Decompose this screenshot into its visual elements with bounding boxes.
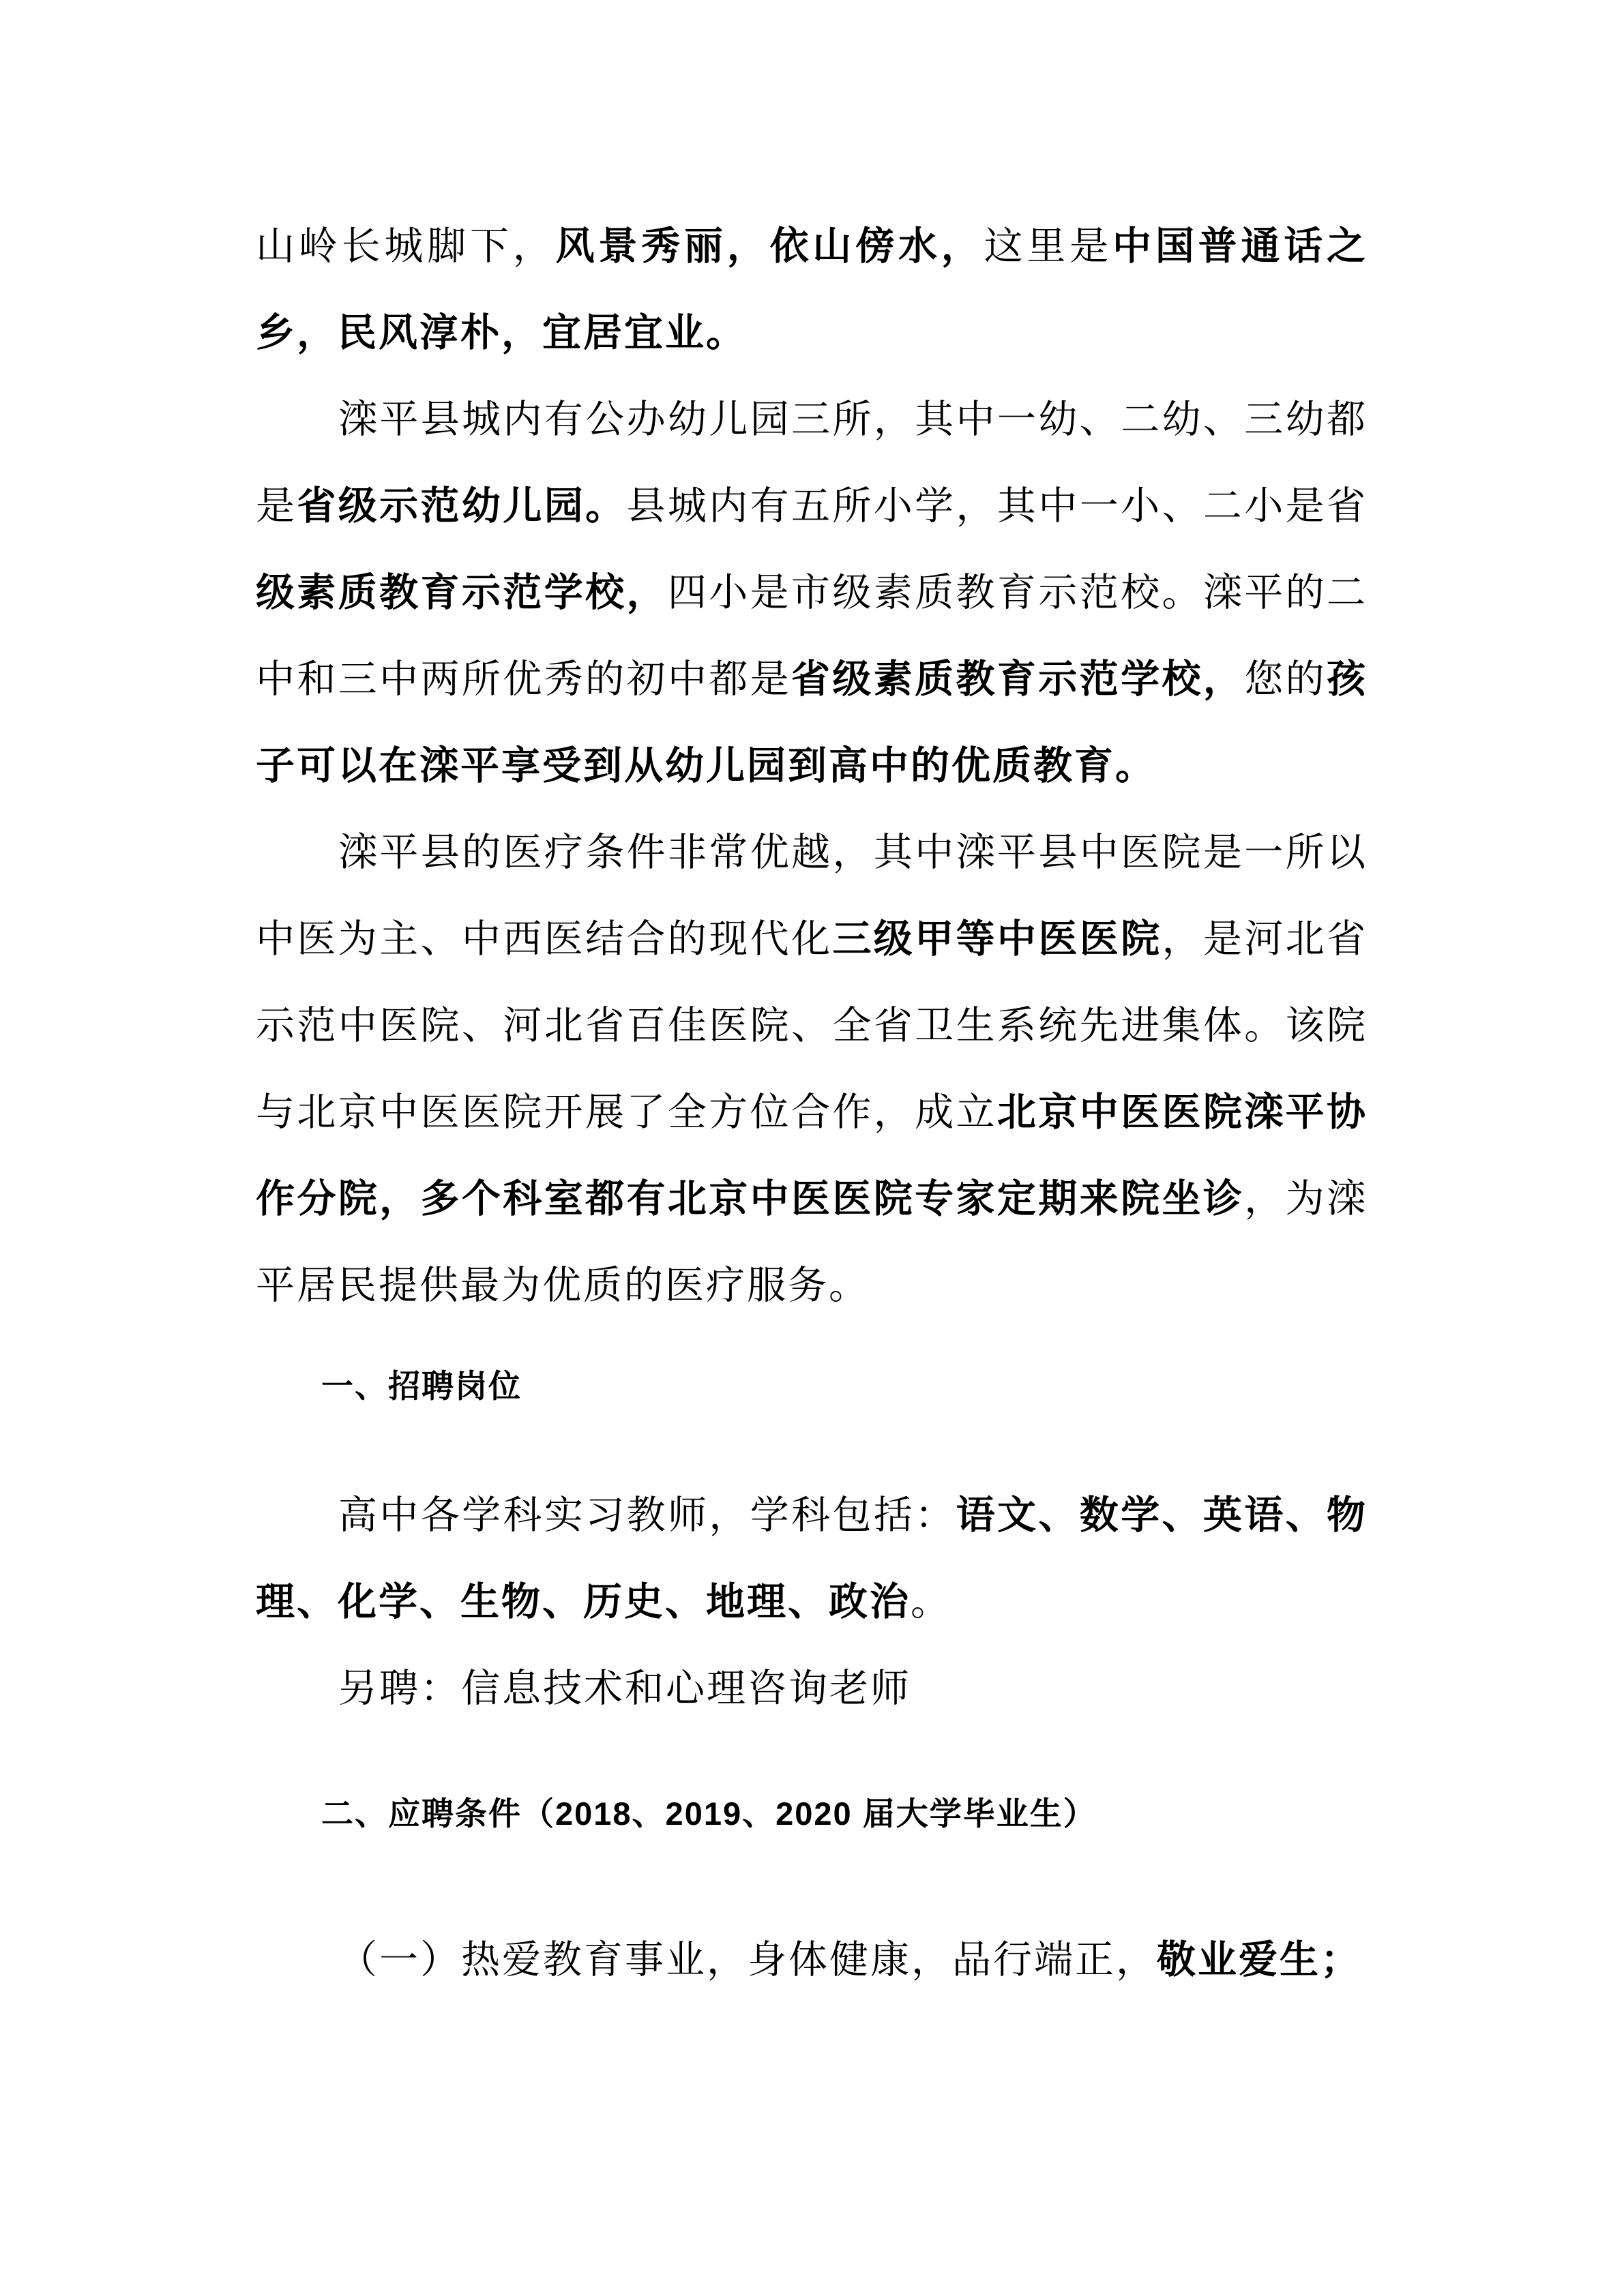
text-run-bold: 三级甲等中医医院 (832, 918, 1162, 961)
paragraph-additional-hires (256, 1645, 1368, 1732)
text-run: 这里是 (984, 225, 1113, 268)
text-run: ，为滦平居民提供最为优质的医疗服务。 (256, 1178, 1368, 1307)
text-run-bold: 敬业爱生； (1157, 1939, 1361, 1982)
text-run: 您的 (1244, 658, 1327, 701)
text-run-bold: 省级素质教育示范学校， (791, 658, 1245, 701)
heading-application-requirements: 二、应聘条件（2018、2019、2020 届大学毕业生） (321, 1795, 1097, 1832)
text-run-bold: 孩子可以在滦平享受到从幼儿园到高中的优质教育。 (256, 658, 1368, 788)
text-run: ，是河北省示范中医院、河北省百佳医院、全省卫生系统先进集体。该院与北京中医医院开展了全方位合作，成立 (256, 918, 1368, 1134)
text-run: 山岭长城脚下， (256, 225, 556, 268)
text-run: 县城内有五所小学，其中一小、二小是省 (626, 485, 1368, 528)
text-run: （一）热爱教育事业，身体健康，品行端正， (338, 1939, 1157, 1982)
text-run: 高中各学科实习教师，学科包括： (338, 1494, 956, 1537)
paragraph-medical (256, 809, 1368, 1329)
paragraph-requirement-1 (256, 1917, 1368, 2003)
paragraph-subjects (256, 1472, 1368, 1645)
text-run: 四小是市级素质教育示范校。滦平的二中和三中两所优秀的初中都是 (256, 571, 1368, 701)
text-run: 。 (911, 1581, 951, 1624)
text-run-bold: 风景秀丽，依山傍水， (555, 225, 984, 268)
text-run-bold: 级素质教育示范学校， (256, 571, 668, 614)
text-run: 滦平县的医疗条件非常优越，其中滦平县中医院是一所以中医为主、中西医结合的现代化 (256, 831, 1368, 961)
heading-recruitment-positions: 一、招聘岗位 (321, 1368, 522, 1404)
text-run: 另聘：信息技术和心理咨询老师 (338, 1667, 911, 1710)
paragraph-county-intro (256, 203, 1368, 376)
text-run-bold: 中国普通话之乡，民风淳朴，宜居宜业。 (256, 225, 1368, 355)
text-run-bold: 语文、数学、英语、物理、化学、生物、历史、地理、政治 (256, 1494, 1368, 1624)
text-run-bold: 北京中医医院滦平协作分院，多个科室都有北京中医医院专家定期来院坐诊 (256, 1091, 1368, 1221)
paragraph-education (256, 376, 1368, 809)
text-run: 滦平县城内有公办幼儿园三所，其中一幼、二幼、三幼都是 (256, 398, 1368, 528)
text-run-bold: 省级示范幼儿园。 (297, 485, 627, 528)
